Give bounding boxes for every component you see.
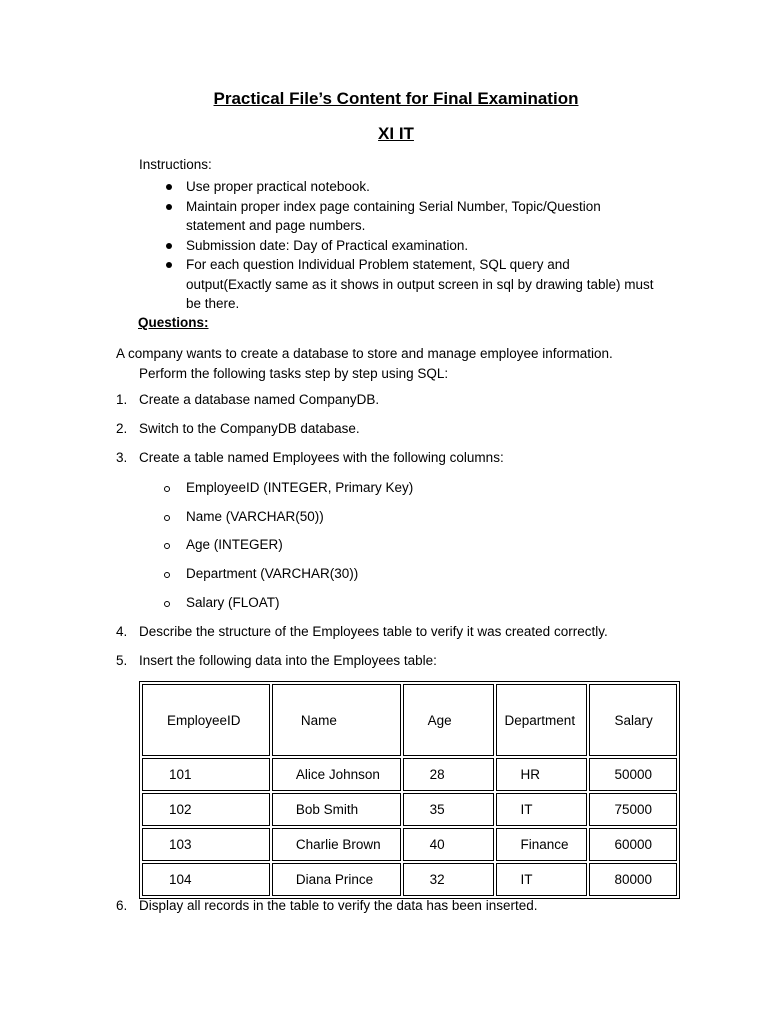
table-cell: 40 [403, 828, 494, 861]
table-header-cell: Age [403, 684, 494, 756]
table-row [142, 758, 677, 791]
task-item [116, 421, 360, 436]
table-header-cell: EmployeeID [142, 684, 270, 756]
instruction-item: For each question Individual Problem statement, SQL query and output(Exactly same as it shows in output screen in sql by drawing table) must be there. [186, 255, 656, 314]
table-cell: Bob Smith [272, 793, 401, 826]
table-row [142, 793, 677, 826]
document-title: Practical File’s Content for Final Examination [213, 89, 579, 108]
table-cell: IT [496, 863, 588, 896]
task-number: 6. [116, 898, 128, 913]
table-cell: 104 [142, 863, 270, 896]
column-spec: Name (VARCHAR(50)) [186, 509, 324, 524]
table-cell: Charlie Brown [272, 828, 401, 861]
column-spec: EmployeeID (INTEGER, Primary Key) [186, 480, 414, 495]
table-cell: 32 [403, 863, 494, 896]
table-header-cell: Salary [589, 684, 677, 756]
table-cell: 35 [403, 793, 494, 826]
table-cell: 75000 [589, 793, 677, 826]
column-spec: Department (VARCHAR(30)) [186, 566, 359, 581]
task-text: Create a table named Employees with the following columns: [139, 450, 504, 465]
task-item [116, 450, 504, 465]
table-header-cell: Department [496, 684, 588, 756]
instruction-item: Maintain proper index page containing Serial Number, Topic/Question statement and page numbers. [186, 197, 656, 236]
task-number: 5. [116, 653, 128, 668]
task-number: 2. [116, 421, 128, 436]
table-cell: Alice Johnson [272, 758, 401, 791]
instruction-item: Use proper practical notebook. [186, 177, 656, 197]
table-cell: 103 [142, 828, 270, 861]
task-item [116, 653, 437, 668]
table-row [142, 828, 677, 861]
intro-line: Perform the following tasks step by step using SQL: [139, 366, 449, 381]
instruction-item: Submission date: Day of Practical examination. [186, 236, 656, 256]
instructions-list [186, 177, 656, 314]
table-cell: 50000 [589, 758, 677, 791]
table-cell: 28 [403, 758, 494, 791]
task-text: Insert the following data into the Employees table: [139, 653, 437, 668]
task-text: Switch to the CompanyDB database. [139, 421, 360, 436]
task-item [116, 624, 608, 639]
task-number: 4. [116, 624, 128, 639]
table-cell: 80000 [589, 863, 677, 896]
questions-intro [116, 344, 676, 384]
table-header-cell: Name [272, 684, 401, 756]
column-spec: Salary (FLOAT) [186, 595, 280, 610]
task-text: Create a database named CompanyDB. [139, 392, 380, 407]
document-subtitle: XI IT [378, 124, 414, 143]
table-cell: IT [496, 793, 588, 826]
table-cell: Finance [496, 828, 588, 861]
table-cell: 60000 [589, 828, 677, 861]
column-spec: Age (INTEGER) [186, 537, 283, 552]
task-number: 1. [116, 392, 128, 407]
table-cell: HR [496, 758, 588, 791]
table-cell: 102 [142, 793, 270, 826]
task-text: Display all records in the table to verify the data has been inserted. [139, 898, 538, 913]
task-item [116, 392, 379, 407]
table-header-row [142, 684, 677, 756]
task-item [116, 898, 537, 913]
questions-label: Questions: [138, 315, 209, 330]
table-cell: 101 [142, 758, 270, 791]
table-row [142, 863, 677, 896]
intro-line: A company wants to create a database to store and manage employee information. [116, 346, 613, 361]
employees-table [139, 681, 680, 899]
task-number: 3. [116, 450, 128, 465]
table-cell: Diana Prince [272, 863, 401, 896]
task-text: Describe the structure of the Employees table to verify it was created correctly. [139, 624, 608, 639]
instructions-label: Instructions: [139, 157, 212, 172]
